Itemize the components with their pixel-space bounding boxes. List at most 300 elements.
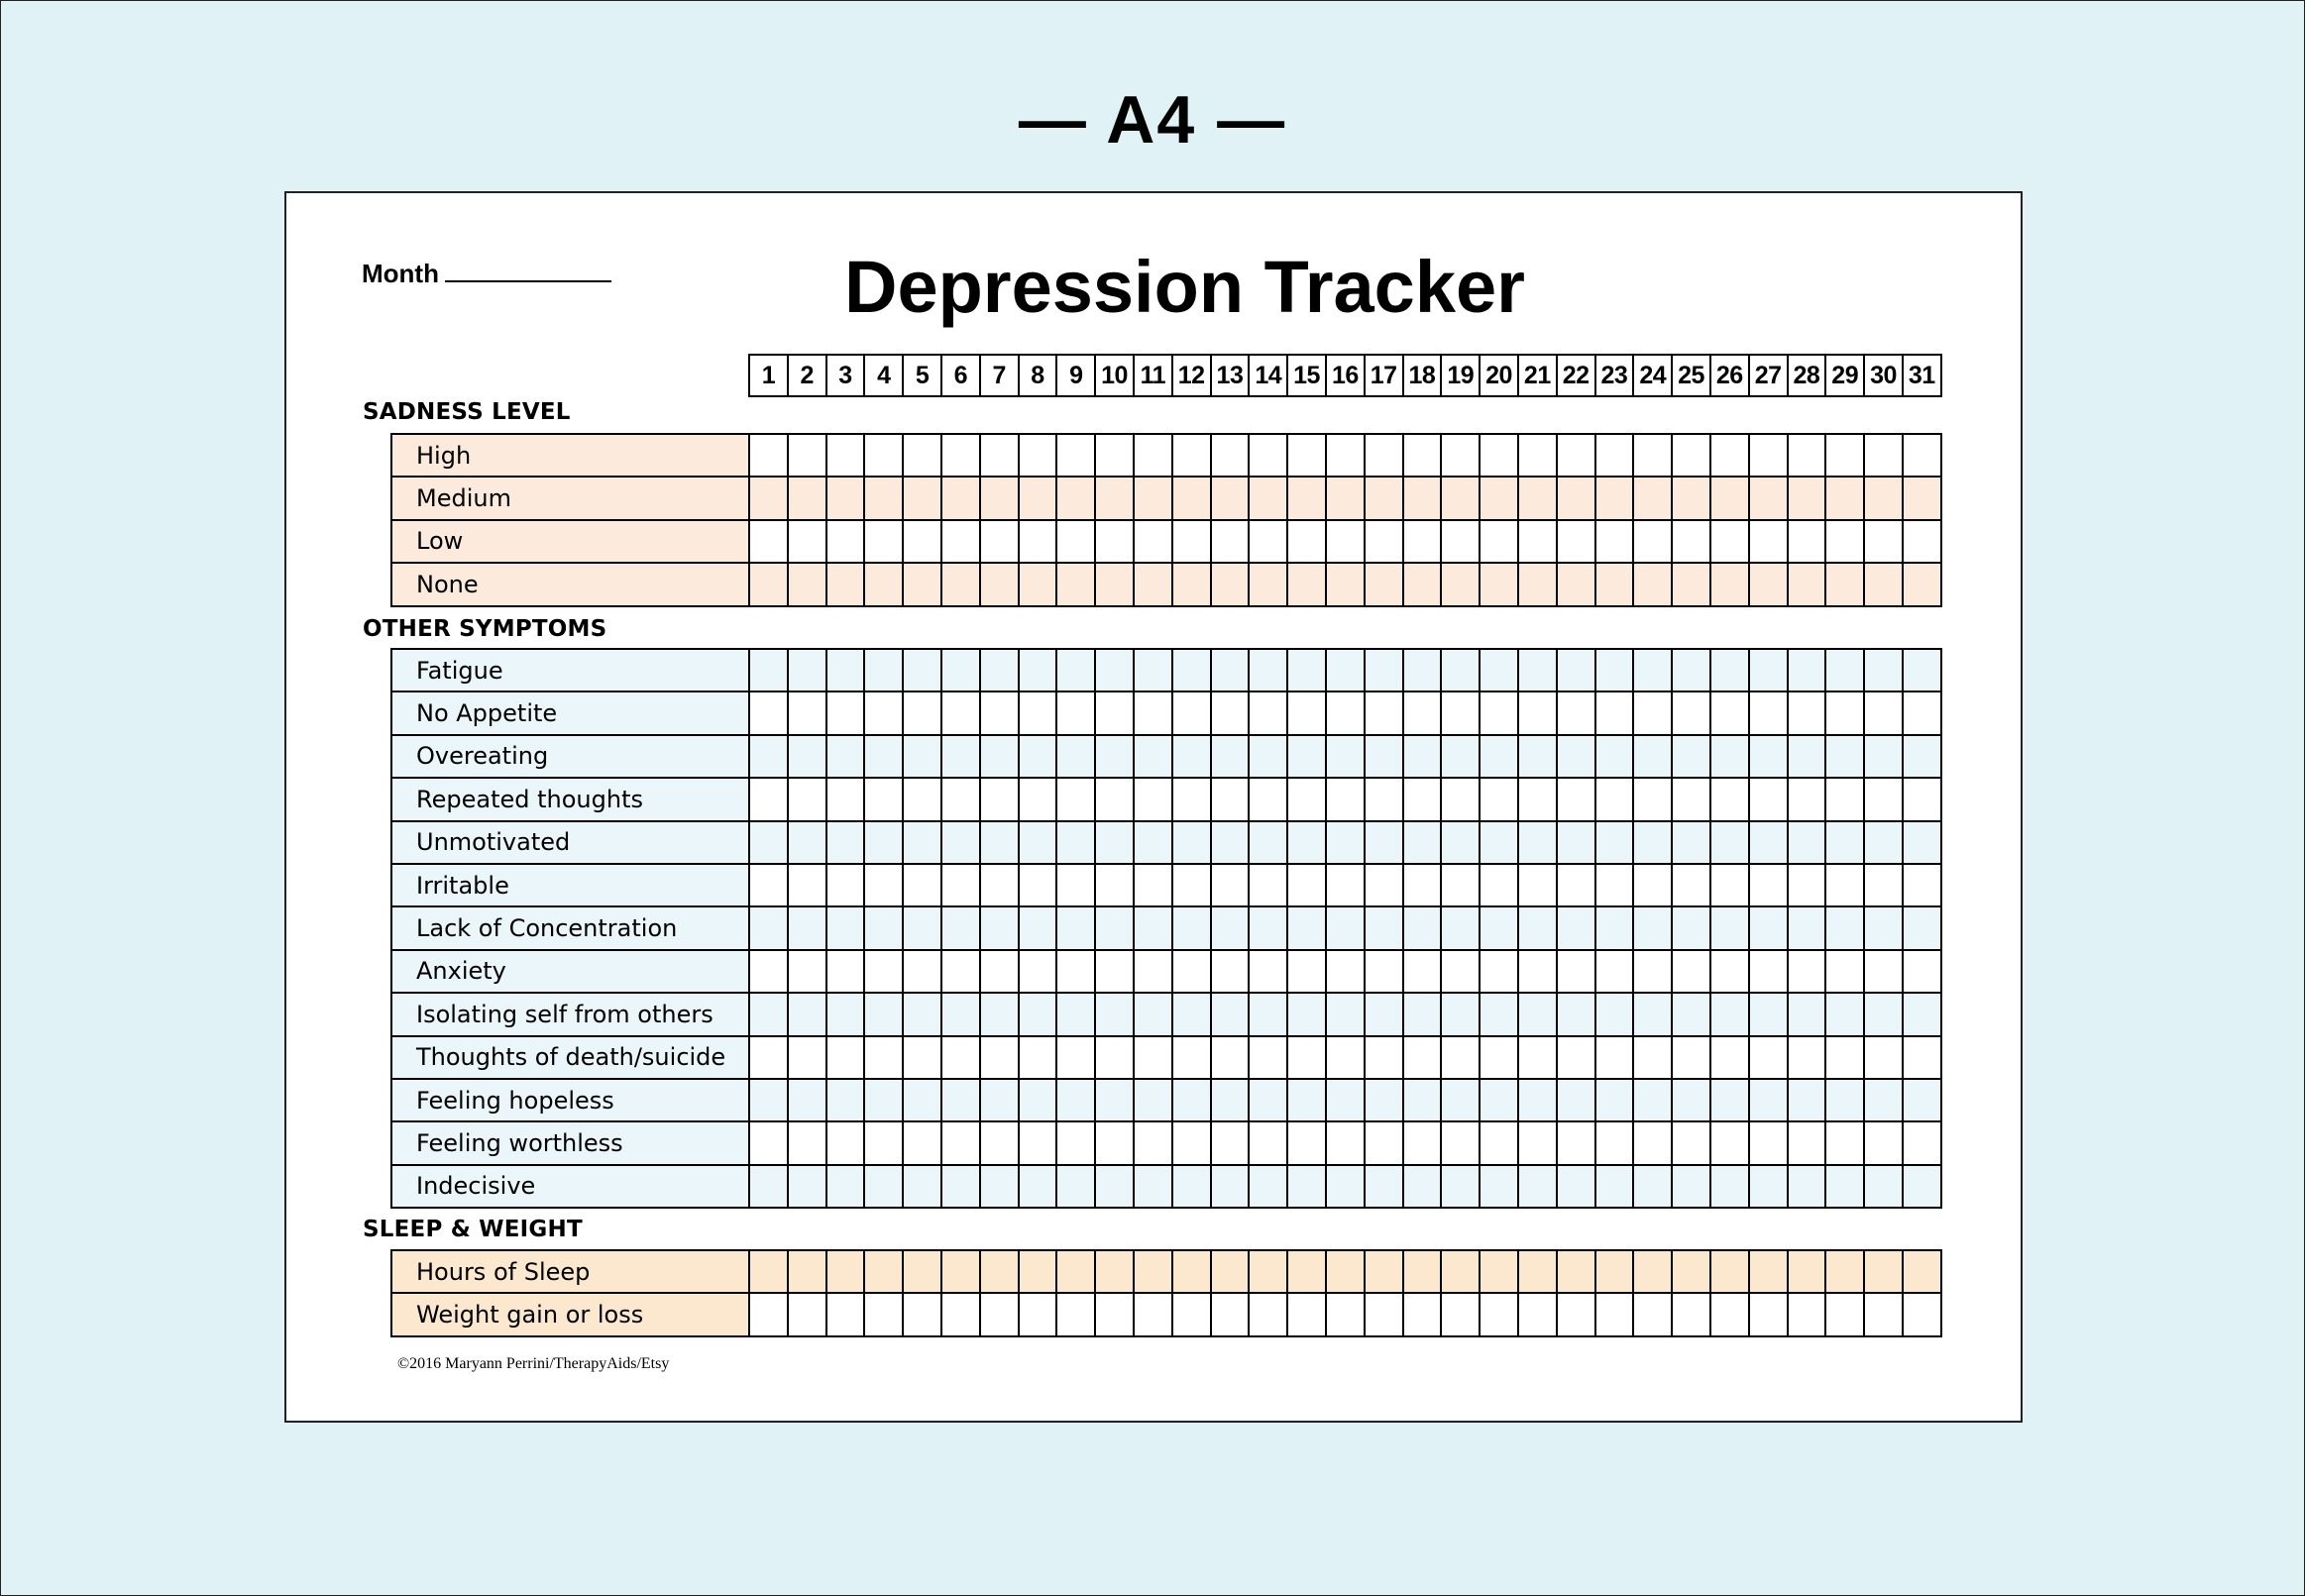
day-cell[interactable]: [981, 994, 1020, 1034]
day-cell[interactable]: [1519, 692, 1558, 733]
day-cell[interactable]: [1366, 521, 1404, 562]
day-cell[interactable]: [1596, 478, 1635, 518]
day-cell[interactable]: [1789, 564, 1827, 604]
day-cell[interactable]: [1020, 779, 1058, 819]
day-cell[interactable]: [1020, 478, 1058, 518]
day-cell[interactable]: [1404, 1037, 1443, 1078]
day-cell[interactable]: [1057, 650, 1096, 691]
day-cell[interactable]: [1096, 650, 1135, 691]
day-cell[interactable]: [1750, 1080, 1789, 1120]
day-cell[interactable]: [1789, 736, 1827, 777]
day-cell[interactable]: [904, 779, 942, 819]
day-cell[interactable]: [1212, 521, 1251, 562]
day-cell[interactable]: [1789, 435, 1827, 476]
day-cell[interactable]: [1596, 951, 1635, 992]
day-cell[interactable]: [789, 1251, 827, 1292]
day-cell[interactable]: [1711, 692, 1750, 733]
day-cell[interactable]: [1634, 736, 1673, 777]
day-cell[interactable]: [1173, 1080, 1212, 1120]
day-cell[interactable]: [827, 1122, 866, 1163]
day-cell[interactable]: [1481, 1294, 1519, 1334]
day-cell[interactable]: [1634, 907, 1673, 948]
day-cell[interactable]: [1135, 907, 1173, 948]
day-cell[interactable]: [1750, 779, 1789, 819]
day-cell[interactable]: [1750, 1166, 1789, 1207]
day-cell[interactable]: [981, 521, 1020, 562]
day-cell[interactable]: [1404, 779, 1443, 819]
day-cell[interactable]: [904, 1294, 942, 1334]
day-cell[interactable]: [789, 1122, 827, 1163]
day-cell[interactable]: [1711, 521, 1750, 562]
day-cell[interactable]: [1173, 994, 1212, 1034]
day-cell[interactable]: [1020, 1122, 1058, 1163]
day-cell[interactable]: [1212, 951, 1251, 992]
day-cell[interactable]: [1596, 1080, 1635, 1120]
day-cell[interactable]: [1904, 521, 1942, 562]
day-cell[interactable]: [789, 478, 827, 518]
day-cell[interactable]: [1288, 865, 1327, 905]
day-cell[interactable]: [1634, 521, 1673, 562]
day-cell[interactable]: [1558, 865, 1596, 905]
day-cell[interactable]: [1212, 650, 1251, 691]
day-cell[interactable]: [942, 779, 981, 819]
day-cell[interactable]: [1404, 650, 1443, 691]
day-cell[interactable]: [1711, 1166, 1750, 1207]
day-cell[interactable]: [1634, 1294, 1673, 1334]
day-cell[interactable]: [1673, 951, 1711, 992]
day-cell[interactable]: [1096, 1080, 1135, 1120]
day-cell[interactable]: [1634, 1166, 1673, 1207]
day-cell[interactable]: [1327, 1251, 1366, 1292]
day-cell[interactable]: [1135, 822, 1173, 863]
day-cell[interactable]: [1288, 1166, 1327, 1207]
day-cell[interactable]: [750, 1166, 789, 1207]
day-cell[interactable]: [1212, 692, 1251, 733]
day-cell[interactable]: [942, 564, 981, 604]
day-cell[interactable]: [1519, 1251, 1558, 1292]
day-cell[interactable]: [1173, 478, 1212, 518]
day-cell[interactable]: [904, 736, 942, 777]
day-cell[interactable]: [1789, 692, 1827, 733]
day-cell[interactable]: [1673, 521, 1711, 562]
day-cell[interactable]: [1826, 692, 1865, 733]
day-cell[interactable]: [1173, 907, 1212, 948]
day-cell[interactable]: [1789, 1294, 1827, 1334]
day-cell[interactable]: [1135, 1294, 1173, 1334]
day-cell[interactable]: [942, 865, 981, 905]
day-cell[interactable]: [904, 1037, 942, 1078]
day-cell[interactable]: [904, 822, 942, 863]
day-cell[interactable]: [1711, 564, 1750, 604]
day-cell[interactable]: [1558, 994, 1596, 1034]
day-cell[interactable]: [1212, 1166, 1251, 1207]
day-cell[interactable]: [1096, 779, 1135, 819]
day-cell[interactable]: [904, 650, 942, 691]
day-cell[interactable]: [1020, 994, 1058, 1034]
day-cell[interactable]: [827, 1251, 866, 1292]
day-cell[interactable]: [1366, 692, 1404, 733]
day-cell[interactable]: [1596, 564, 1635, 604]
day-cell[interactable]: [1865, 1080, 1904, 1120]
day-cell[interactable]: [1442, 951, 1481, 992]
day-cell[interactable]: [1558, 1080, 1596, 1120]
day-cell[interactable]: [942, 435, 981, 476]
day-cell[interactable]: [1020, 951, 1058, 992]
day-cell[interactable]: [1750, 1294, 1789, 1334]
day-cell[interactable]: [1442, 1037, 1481, 1078]
day-cell[interactable]: [1327, 951, 1366, 992]
day-cell[interactable]: [1558, 521, 1596, 562]
day-cell[interactable]: [1057, 521, 1096, 562]
day-cell[interactable]: [1481, 478, 1519, 518]
day-cell[interactable]: [1519, 1037, 1558, 1078]
day-cell[interactable]: [1212, 435, 1251, 476]
day-cell[interactable]: [1173, 1122, 1212, 1163]
day-cell[interactable]: [1096, 736, 1135, 777]
day-cell[interactable]: [1096, 564, 1135, 604]
day-cell[interactable]: [1020, 1037, 1058, 1078]
day-cell[interactable]: [942, 521, 981, 562]
day-cell[interactable]: [827, 650, 866, 691]
day-cell[interactable]: [1865, 951, 1904, 992]
day-cell[interactable]: [1826, 478, 1865, 518]
day-cell[interactable]: [1865, 865, 1904, 905]
day-cell[interactable]: [1596, 435, 1635, 476]
day-cell[interactable]: [750, 865, 789, 905]
day-cell[interactable]: [1596, 1166, 1635, 1207]
day-cell[interactable]: [1288, 650, 1327, 691]
day-cell[interactable]: [1366, 736, 1404, 777]
day-cell[interactable]: [1519, 779, 1558, 819]
day-cell[interactable]: [1711, 1251, 1750, 1292]
day-cell[interactable]: [1789, 1037, 1827, 1078]
day-cell[interactable]: [1250, 822, 1288, 863]
day-cell[interactable]: [1327, 736, 1366, 777]
day-cell[interactable]: [1057, 994, 1096, 1034]
day-cell[interactable]: [942, 736, 981, 777]
day-cell[interactable]: [1020, 435, 1058, 476]
day-cell[interactable]: [1057, 822, 1096, 863]
day-cell[interactable]: [865, 564, 904, 604]
day-cell[interactable]: [1212, 736, 1251, 777]
day-cell[interactable]: [827, 435, 866, 476]
day-cell[interactable]: [1135, 1166, 1173, 1207]
day-cell[interactable]: [1673, 1122, 1711, 1163]
day-cell[interactable]: [1404, 822, 1443, 863]
day-cell[interactable]: [750, 822, 789, 863]
day-cell[interactable]: [1404, 1251, 1443, 1292]
day-cell[interactable]: [1135, 521, 1173, 562]
day-cell[interactable]: [1596, 907, 1635, 948]
day-cell[interactable]: [1404, 1122, 1443, 1163]
day-cell[interactable]: [1173, 736, 1212, 777]
day-cell[interactable]: [1442, 1251, 1481, 1292]
day-cell[interactable]: [1481, 435, 1519, 476]
day-cell[interactable]: [1789, 994, 1827, 1034]
day-cell[interactable]: [1135, 736, 1173, 777]
day-cell[interactable]: [1634, 994, 1673, 1034]
day-cell[interactable]: [1750, 521, 1789, 562]
day-cell[interactable]: [1250, 521, 1288, 562]
day-cell[interactable]: [1135, 650, 1173, 691]
day-cell[interactable]: [1096, 1251, 1135, 1292]
day-cell[interactable]: [981, 478, 1020, 518]
day-cell[interactable]: [1904, 994, 1942, 1034]
day-cell[interactable]: [1404, 435, 1443, 476]
day-cell[interactable]: [750, 692, 789, 733]
day-cell[interactable]: [1673, 478, 1711, 518]
day-cell[interactable]: [1442, 1080, 1481, 1120]
day-cell[interactable]: [1904, 650, 1942, 691]
day-cell[interactable]: [1096, 1122, 1135, 1163]
day-cell[interactable]: [1404, 478, 1443, 518]
day-cell[interactable]: [1634, 1122, 1673, 1163]
day-cell[interactable]: [865, 1080, 904, 1120]
day-cell[interactable]: [1250, 1037, 1288, 1078]
day-cell[interactable]: [750, 1294, 789, 1334]
day-cell[interactable]: [1789, 478, 1827, 518]
day-cell[interactable]: [1673, 822, 1711, 863]
day-cell[interactable]: [981, 1080, 1020, 1120]
day-cell[interactable]: [1212, 994, 1251, 1034]
day-cell[interactable]: [1789, 1122, 1827, 1163]
day-cell[interactable]: [1519, 521, 1558, 562]
day-cell[interactable]: [1519, 1122, 1558, 1163]
day-cell[interactable]: [1404, 994, 1443, 1034]
day-cell[interactable]: [1596, 779, 1635, 819]
day-cell[interactable]: [1366, 865, 1404, 905]
day-cell[interactable]: [1250, 435, 1288, 476]
day-cell[interactable]: [1596, 822, 1635, 863]
day-cell[interactable]: [981, 951, 1020, 992]
day-cell[interactable]: [1020, 650, 1058, 691]
day-cell[interactable]: [827, 692, 866, 733]
day-cell[interactable]: [981, 435, 1020, 476]
day-cell[interactable]: [1596, 865, 1635, 905]
day-cell[interactable]: [1711, 1037, 1750, 1078]
day-cell[interactable]: [1250, 994, 1288, 1034]
day-cell[interactable]: [1481, 1080, 1519, 1120]
day-cell[interactable]: [1711, 951, 1750, 992]
day-cell[interactable]: [1481, 1251, 1519, 1292]
day-cell[interactable]: [1865, 1251, 1904, 1292]
day-cell[interactable]: [1057, 1251, 1096, 1292]
day-cell[interactable]: [904, 865, 942, 905]
day-cell[interactable]: [1404, 692, 1443, 733]
day-cell[interactable]: [1673, 564, 1711, 604]
day-cell[interactable]: [904, 907, 942, 948]
day-cell[interactable]: [1481, 779, 1519, 819]
day-cell[interactable]: [1366, 907, 1404, 948]
day-cell[interactable]: [1327, 907, 1366, 948]
day-cell[interactable]: [1327, 779, 1366, 819]
day-cell[interactable]: [750, 994, 789, 1034]
day-cell[interactable]: [865, 435, 904, 476]
day-cell[interactable]: [904, 564, 942, 604]
day-cell[interactable]: [865, 779, 904, 819]
day-cell[interactable]: [865, 1251, 904, 1292]
day-cell[interactable]: [1135, 478, 1173, 518]
day-cell[interactable]: [1826, 435, 1865, 476]
day-cell[interactable]: [789, 822, 827, 863]
day-cell[interactable]: [1596, 1251, 1635, 1292]
day-cell[interactable]: [1442, 1294, 1481, 1334]
day-cell[interactable]: [1327, 1080, 1366, 1120]
day-cell[interactable]: [1865, 779, 1904, 819]
day-cell[interactable]: [1442, 564, 1481, 604]
day-cell[interactable]: [1057, 951, 1096, 992]
day-cell[interactable]: [981, 907, 1020, 948]
day-cell[interactable]: [1711, 865, 1750, 905]
day-cell[interactable]: [865, 1122, 904, 1163]
day-cell[interactable]: [1173, 650, 1212, 691]
day-cell[interactable]: [1327, 1037, 1366, 1078]
day-cell[interactable]: [1558, 478, 1596, 518]
day-cell[interactable]: [1519, 478, 1558, 518]
day-cell[interactable]: [827, 907, 866, 948]
day-cell[interactable]: [1519, 564, 1558, 604]
day-cell[interactable]: [1750, 865, 1789, 905]
day-cell[interactable]: [865, 521, 904, 562]
day-cell[interactable]: [1135, 865, 1173, 905]
day-cell[interactable]: [1442, 1166, 1481, 1207]
day-cell[interactable]: [1020, 736, 1058, 777]
day-cell[interactable]: [1750, 994, 1789, 1034]
day-cell[interactable]: [1173, 435, 1212, 476]
day-cell[interactable]: [1404, 951, 1443, 992]
day-cell[interactable]: [1826, 1166, 1865, 1207]
day-cell[interactable]: [1904, 1251, 1942, 1292]
day-cell[interactable]: [1327, 1122, 1366, 1163]
day-cell[interactable]: [750, 478, 789, 518]
day-cell[interactable]: [1135, 1037, 1173, 1078]
day-cell[interactable]: [865, 1294, 904, 1334]
day-cell[interactable]: [750, 1080, 789, 1120]
day-cell[interactable]: [1096, 478, 1135, 518]
day-cell[interactable]: [1020, 1294, 1058, 1334]
day-cell[interactable]: [1865, 822, 1904, 863]
day-cell[interactable]: [1096, 521, 1135, 562]
day-cell[interactable]: [1826, 1251, 1865, 1292]
day-cell[interactable]: [865, 1166, 904, 1207]
day-cell[interactable]: [1558, 822, 1596, 863]
day-cell[interactable]: [1750, 435, 1789, 476]
day-cell[interactable]: [1096, 1037, 1135, 1078]
day-cell[interactable]: [1173, 564, 1212, 604]
day-cell[interactable]: [1596, 1294, 1635, 1334]
day-cell[interactable]: [1904, 822, 1942, 863]
day-cell[interactable]: [1826, 1294, 1865, 1334]
day-cell[interactable]: [1173, 1251, 1212, 1292]
day-cell[interactable]: [1404, 1080, 1443, 1120]
day-cell[interactable]: [1865, 907, 1904, 948]
day-cell[interactable]: [1519, 907, 1558, 948]
day-cell[interactable]: [1096, 907, 1135, 948]
day-cell[interactable]: [1096, 1294, 1135, 1334]
day-cell[interactable]: [1519, 435, 1558, 476]
day-cell[interactable]: [1366, 650, 1404, 691]
day-cell[interactable]: [1711, 822, 1750, 863]
day-cell[interactable]: [1711, 907, 1750, 948]
day-cell[interactable]: [1442, 779, 1481, 819]
day-cell[interactable]: [1558, 951, 1596, 992]
day-cell[interactable]: [1288, 564, 1327, 604]
day-cell[interactable]: [1826, 779, 1865, 819]
day-cell[interactable]: [1327, 822, 1366, 863]
day-cell[interactable]: [942, 907, 981, 948]
day-cell[interactable]: [1519, 1080, 1558, 1120]
day-cell[interactable]: [1789, 521, 1827, 562]
day-cell[interactable]: [1250, 564, 1288, 604]
day-cell[interactable]: [1481, 736, 1519, 777]
day-cell[interactable]: [1789, 951, 1827, 992]
day-cell[interactable]: [1057, 736, 1096, 777]
day-cell[interactable]: [1212, 1122, 1251, 1163]
day-cell[interactable]: [1789, 779, 1827, 819]
day-cell[interactable]: [1288, 1294, 1327, 1334]
day-cell[interactable]: [865, 736, 904, 777]
day-cell[interactable]: [904, 521, 942, 562]
day-cell[interactable]: [1020, 865, 1058, 905]
day-cell[interactable]: [1096, 435, 1135, 476]
day-cell[interactable]: [1789, 650, 1827, 691]
day-cell[interactable]: [827, 994, 866, 1034]
day-cell[interactable]: [1057, 478, 1096, 518]
day-cell[interactable]: [1366, 779, 1404, 819]
day-cell[interactable]: [1673, 1251, 1711, 1292]
day-cell[interactable]: [1750, 822, 1789, 863]
day-cell[interactable]: [942, 1080, 981, 1120]
day-cell[interactable]: [981, 865, 1020, 905]
day-cell[interactable]: [904, 478, 942, 518]
day-cell[interactable]: [827, 1294, 866, 1334]
day-cell[interactable]: [1442, 435, 1481, 476]
day-cell[interactable]: [1750, 564, 1789, 604]
day-cell[interactable]: [1442, 907, 1481, 948]
day-cell[interactable]: [1596, 521, 1635, 562]
day-cell[interactable]: [1250, 865, 1288, 905]
day-cell[interactable]: [1212, 865, 1251, 905]
day-cell[interactable]: [1366, 1080, 1404, 1120]
day-cell[interactable]: [1519, 1166, 1558, 1207]
day-cell[interactable]: [1288, 1080, 1327, 1120]
day-cell[interactable]: [1020, 521, 1058, 562]
day-cell[interactable]: [1558, 435, 1596, 476]
day-cell[interactable]: [827, 736, 866, 777]
day-cell[interactable]: [1826, 865, 1865, 905]
day-cell[interactable]: [942, 822, 981, 863]
day-cell[interactable]: [904, 951, 942, 992]
day-cell[interactable]: [1711, 1294, 1750, 1334]
day-cell[interactable]: [904, 1166, 942, 1207]
day-cell[interactable]: [1404, 1166, 1443, 1207]
day-cell[interactable]: [1558, 907, 1596, 948]
day-cell[interactable]: [1442, 521, 1481, 562]
day-cell[interactable]: [981, 1251, 1020, 1292]
day-cell[interactable]: [1826, 1080, 1865, 1120]
day-cell[interactable]: [789, 951, 827, 992]
day-cell[interactable]: [1020, 692, 1058, 733]
day-cell[interactable]: [981, 1294, 1020, 1334]
day-cell[interactable]: [827, 951, 866, 992]
day-cell[interactable]: [1288, 994, 1327, 1034]
day-cell[interactable]: [1904, 564, 1942, 604]
day-cell[interactable]: [1865, 692, 1904, 733]
day-cell[interactable]: [1711, 435, 1750, 476]
day-cell[interactable]: [1519, 822, 1558, 863]
day-cell[interactable]: [750, 1037, 789, 1078]
day-cell[interactable]: [1096, 951, 1135, 992]
